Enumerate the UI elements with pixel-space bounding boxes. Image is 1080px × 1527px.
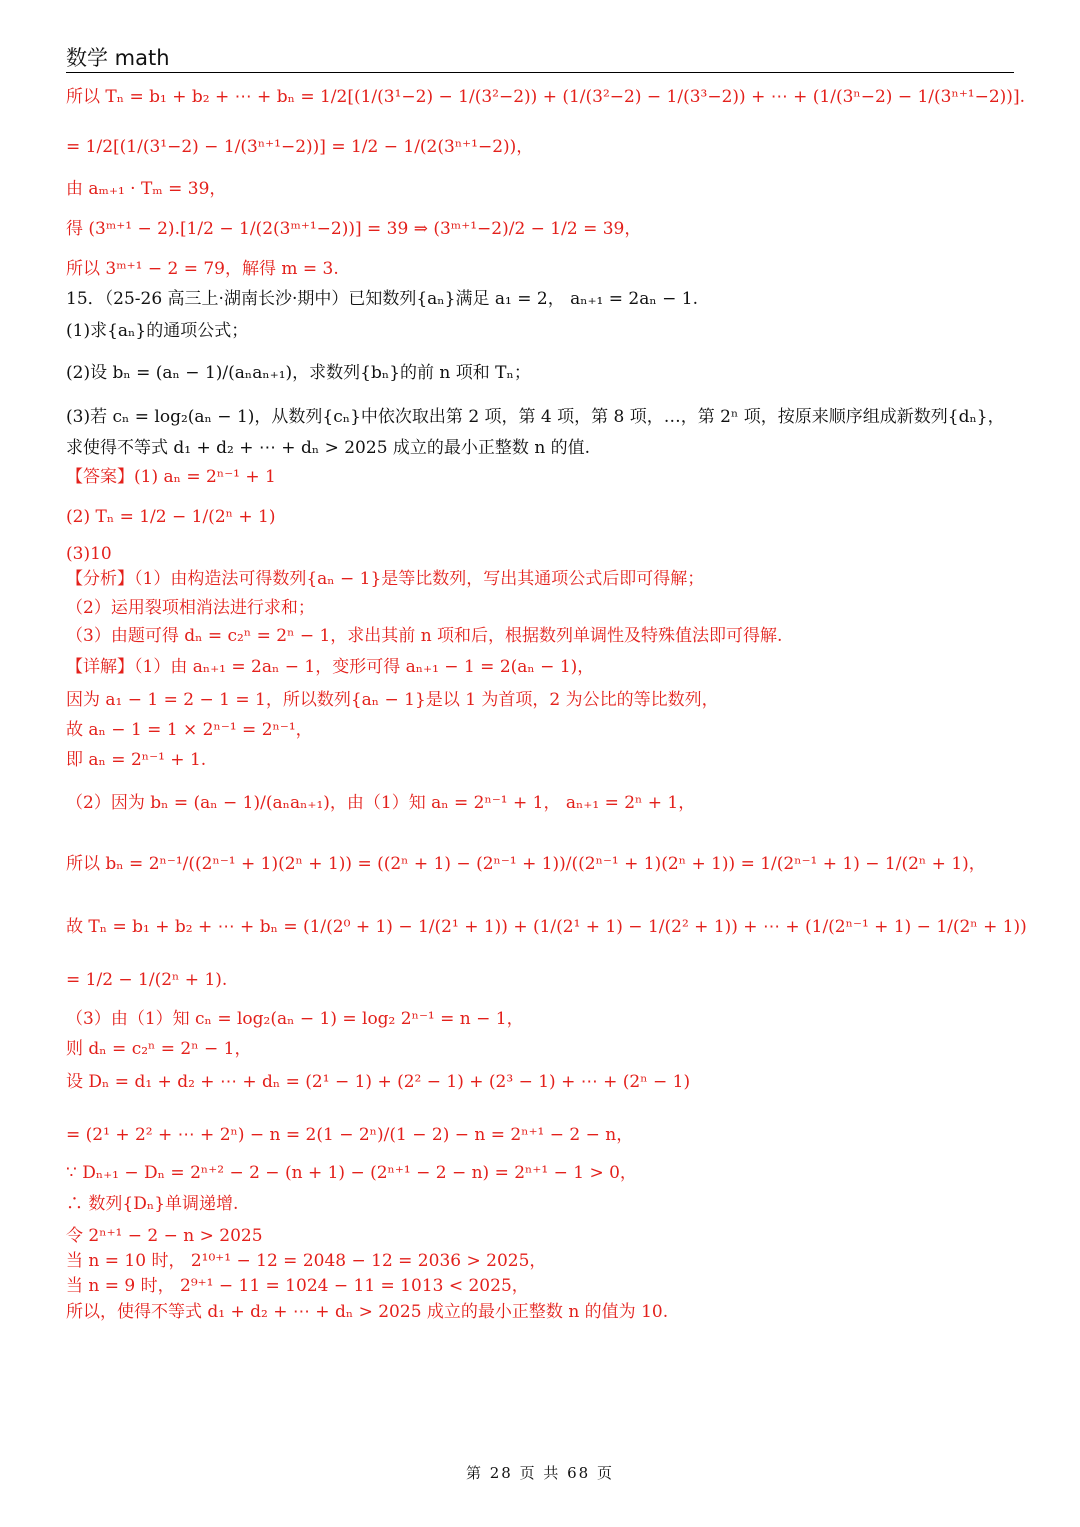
text-line: 求使得不等式 d₁ + d₂ + ⋯ + dₙ > 2025 成立的最小正整数 n 的值.	[66, 438, 591, 458]
text-line: 【分析】（1）由构造法可得数列{aₙ − 1}是等比数列，写出其通项公式后即可得解；	[66, 569, 705, 589]
text-line: 故 aₙ − 1 = 1 × 2ⁿ⁻¹ = 2ⁿ⁻¹，	[66, 720, 313, 740]
text-line: = (2¹ + 2² + ⋯ + 2ⁿ) − n = 2(1 − 2ⁿ)/(1 − 2) − n = 2ⁿ⁺¹ − 2 − n，	[66, 1125, 634, 1145]
text-line: 所以 Tₙ = b₁ + b₂ + ⋯ + bₙ = 1/2[(1/(3¹−2) − 1/(3²−2)) + (1/(3²−2) − 1/(3³−2)) + ⋯ + (1/(3ⁿ−2) − 1/(3ⁿ⁺¹−2))].	[66, 87, 1025, 107]
text-line: (2) Tₙ = 1/2 − 1/(2ⁿ + 1)	[66, 507, 276, 527]
page-footer: 第 28 页 共 68 页	[465, 1464, 614, 1482]
text-line: 令 2ⁿ⁺¹ − 2 − n > 2025	[66, 1226, 263, 1246]
text-line: (2)设 bₙ = (aₙ − 1)/(aₙaₙ₊₁)，求数列{bₙ}的前 n 项和 Tₙ；	[66, 363, 531, 383]
text-line: (3)10	[66, 544, 112, 564]
page-header-title: 数学 math	[66, 46, 170, 70]
text-line: ∵ Dₙ₊₁ − Dₙ = 2ⁿ⁺² − 2 − (n + 1) − (2ⁿ⁺¹ − 2 − n) = 2ⁿ⁺¹ − 1 > 0，	[66, 1163, 637, 1183]
text-line: (3)若 cₙ = log₂(aₙ − 1)，从数列{cₙ}中依次取出第 2 项，第 4 项，第 8 项，…，第 2ⁿ 项，按原来顺序组成新数列{dₙ}，	[66, 407, 1005, 427]
text-line: 则 dₙ = c₂ⁿ = 2ⁿ − 1，	[66, 1039, 252, 1059]
text-line: 即 aₙ = 2ⁿ⁻¹ + 1.	[66, 750, 207, 770]
text-line: 所以 bₙ = 2ⁿ⁻¹/((2ⁿ⁻¹ + 1)(2ⁿ + 1)) = ((2ⁿ + 1) − (2ⁿ⁻¹ + 1))/((2ⁿ⁻¹ + 1)(2ⁿ + 1)) = 1/(2ⁿ⁻¹ + 1) − 1/(2ⁿ + 1)，	[66, 854, 986, 874]
text-line: 由 aₘ₊₁ · Tₘ = 39，	[66, 179, 227, 199]
text-line: （2）因为 bₙ = (aₙ − 1)/(aₙaₙ₊₁)，由（1）知 aₙ = 2ⁿ⁻¹ + 1， aₙ₊₁ = 2ⁿ + 1，	[66, 793, 696, 813]
text-line: 所以，使得不等式 d₁ + d₂ + ⋯ + dₙ > 2025 成立的最小正整数 n 的值为 10.	[66, 1302, 669, 1322]
text-line: = 1/2 − 1/(2ⁿ + 1).	[66, 970, 228, 990]
header-divider	[66, 72, 1014, 73]
text-line: （3）由题可得 dₙ = c₂ⁿ = 2ⁿ − 1，求出其前 n 项和后，根据数列单调性及特殊值法即可得解.	[66, 626, 783, 646]
text-line: 所以 3ᵐ⁺¹ − 2 = 79，解得 m = 3.	[66, 259, 339, 279]
text-line: ∴ 数列{Dₙ}单调递增.	[66, 1194, 239, 1214]
text-line: 当 n = 9 时， 2⁹⁺¹ − 11 = 1024 − 11 = 1013 < 2025，	[66, 1276, 529, 1296]
text-line: = 1/2[(1/(3¹−2) − 1/(3ⁿ⁺¹−2))] = 1/2 − 1/(2(3ⁿ⁺¹−2))，	[66, 137, 534, 157]
text-line: 设 Dₙ = d₁ + d₂ + ⋯ + dₙ = (2¹ − 1) + (2² − 1) + (2³ − 1) + ⋯ + (2ⁿ − 1)	[66, 1072, 691, 1092]
text-line: （2）运用裂项相消法进行求和；	[66, 598, 315, 618]
text-line: 故 Tₙ = b₁ + b₂ + ⋯ + bₙ = (1/(2⁰ + 1) − 1/(2¹ + 1)) + (1/(2¹ + 1) − 1/(2² + 1)) + ⋯ + (1/(2ⁿ⁻¹ + 1) − 1/(2ⁿ + 1))	[66, 917, 1027, 937]
text-line: 【答案】(1) aₙ = 2ⁿ⁻¹ + 1	[66, 467, 276, 487]
text-line: 15．（25-26 高三上·湖南长沙·期中）已知数列{aₙ}满足 a₁ = 2， aₙ₊₁ = 2aₙ − 1.	[66, 289, 699, 309]
text-line: (1)求{aₙ}的通项公式；	[66, 321, 249, 341]
text-line: 得 (3ᵐ⁺¹ − 2).[1/2 − 1/(2(3ᵐ⁺¹−2))] = 39 ⇒ (3ᵐ⁺¹−2)/2 − 1/2 = 39，	[66, 219, 642, 239]
text-line: 【详解】（1）由 aₙ₊₁ = 2aₙ − 1，变形可得 aₙ₊₁ − 1 = 2(aₙ − 1)，	[66, 657, 595, 677]
text-line: 因为 a₁ − 1 = 2 − 1 = 1，所以数列{aₙ − 1}是以 1 为首项，2 为公比的等比数列，	[66, 690, 719, 710]
text-line: 当 n = 10 时， 2¹⁰⁺¹ − 12 = 2048 − 12 = 2036 > 2025，	[66, 1251, 547, 1271]
text-line: （3）由（1）知 cₙ = log₂(aₙ − 1) = log₂ 2ⁿ⁻¹ = n − 1，	[66, 1009, 524, 1029]
